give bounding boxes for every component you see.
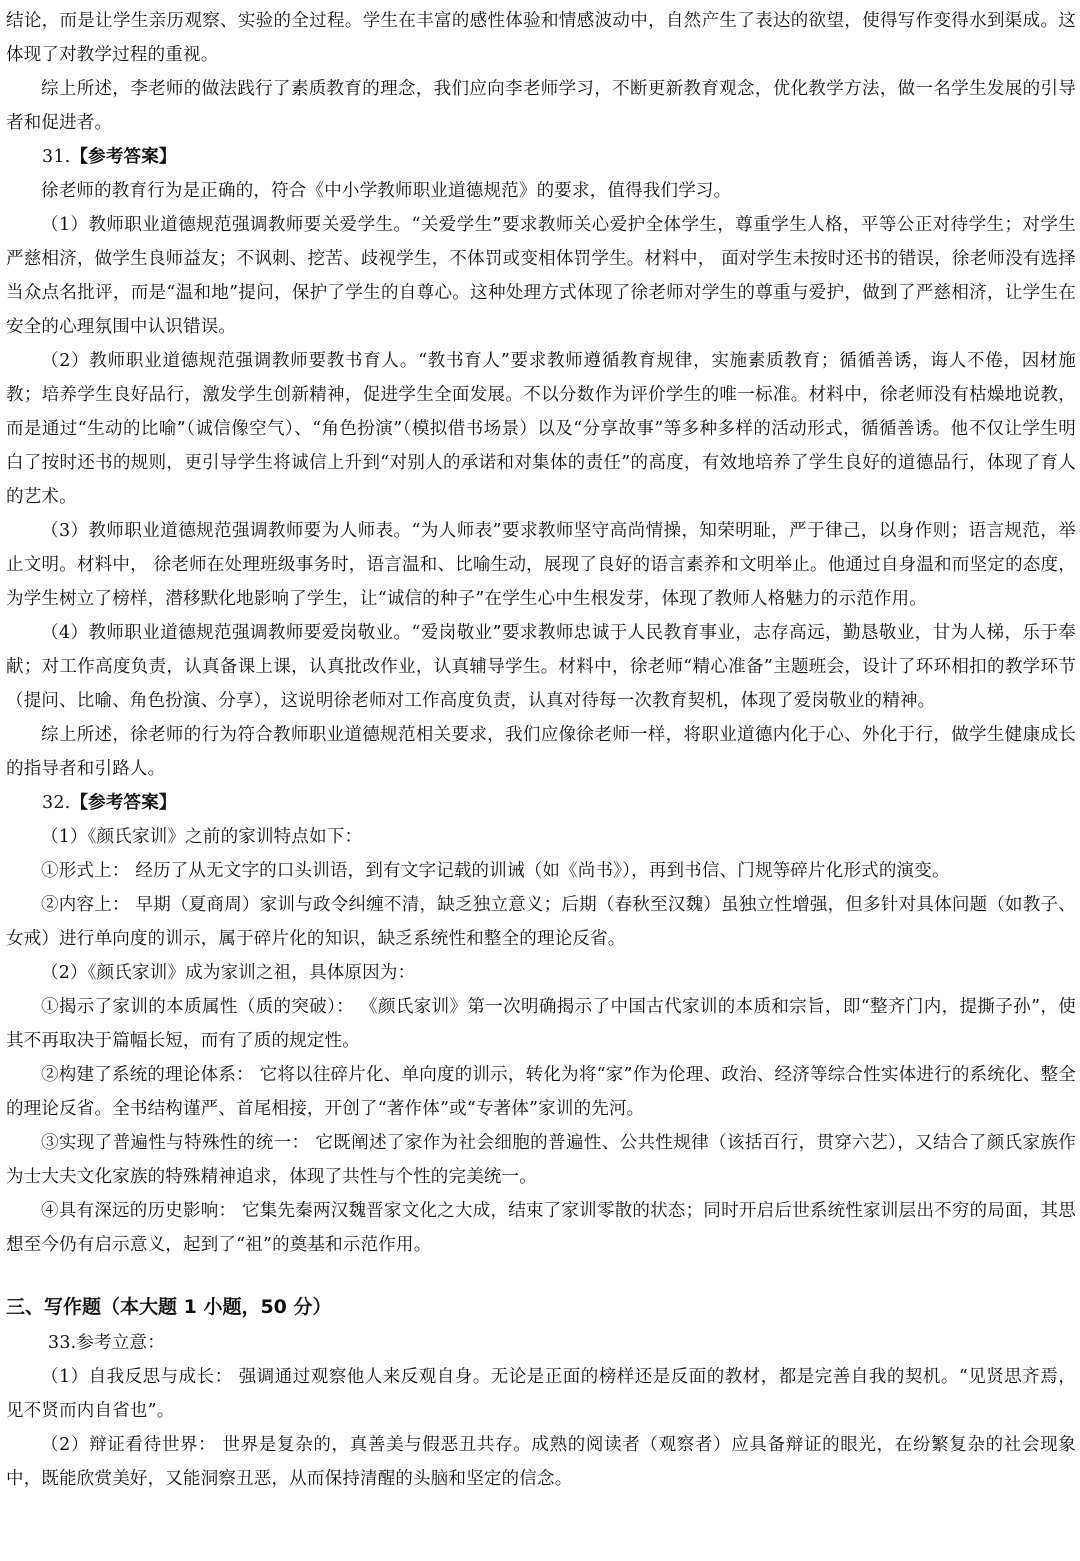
- section-heading-writing: 三、写作题（本大题 1 小题，50 分）: [6, 1296, 332, 1318]
- q31-paragraph-2: （2）教师职业道德规范强调教师要教书育人。“教书育人”要求教师遵循教育规律，实施素质教育；循循善诱，诲人不倦，因材施教；培养学生良好品行，激发学生创新精神，促进学生全面发展。不以分数作为评价学生的唯一标准。材料中，徐老师没有枯燥地说教，而是通过“生动的比喻”（诚信像空气）、“角色扮演”（模拟借书场景）以及“分享故事”等多种多样的活动形式，循循善诱。他不仅让学生明白了按时还书的规则，更引导学生将诚信上升到“对别人的承诺和对集体的责任”的高度，有效地培养了学生良好的道德品行，体现了育人的艺术。: [6, 351, 1076, 507]
- document-page: [6, 4, 1076, 1496]
- q31-paragraph-4: （4）教师职业道德规范强调教师要爱岗敬业。“爱岗敬业”要求教师忠诚于人民教育事业，志存高远，勤恳敬业，甘为人梯，乐于奉献；对工作高度负责，认真备课上课，认真批改作业，认真辅导学生。材料中，徐老师“精心准备”主题班会，设计了环环相扣的教学环节（提问、比喻、角色扮演、分享），这说明徐老师对工作高度负责，认真对待每一次教育契机，体现了爱岗敬业的精神。: [6, 623, 1076, 711]
- q32-paragraph-2: （2）《颜氏家训》成为家训之祖，具体原因为：: [41, 963, 416, 983]
- q32-reason-1: ①揭示了家训的本质属性（质的突破）： 《颜氏家训》第一次明确揭示了中国古代家训的本质和宗旨，即“整齐门内，提撕子孙”，使其不再取决于篇幅长短，而有了质的规定性。: [6, 997, 1076, 1051]
- q32-paragraph-form: ①形式上： 经历了从无文字的口头训语，到有文字记载的训诫（如《尚书》），再到书信、门规等碎片化形式的演变。: [41, 861, 950, 881]
- q32-reason-2: ②构建了系统的理论体系： 它将以往碎片化、单向度的训示，转化为将“家”作为伦理、政治、经济等综合性实体进行的系统化、整全的理论反省。全书结构谨严、首尾相接，开创了“著作体”或“专著体”家训的先河。: [6, 1065, 1076, 1119]
- q33-point-1: （1）自我反思与成长： 强调通过观察他人来反观自身。无论是正面的榜样还是反面的教材，都是完善自我的契机。“见贤思齐焉，见不贤而内自省也”。: [6, 1367, 1076, 1421]
- q31-paragraph-1: （1）教师职业道德规范强调教师要关爱学生。“关爱学生”要求教师关心爱护全体学生，尊重学生人格，平等公正对待学生；对学生严慈相济，做学生良师益友；不讽刺、挖苦、歧视学生，不体罚或变相体罚学生。材料中， 面对学生未按时还书的错误，徐老师没有选择当众点名批评，而是“温和地”提问，保护了学生的自尊心。这种处理方式体现了徐老师对学生的尊重与爱护，做到了严慈相济，让学生在安全的心理氛围中认识错误。: [6, 215, 1076, 337]
- q32-reason-3: ③实现了普遍性与特殊性的统一： 它既阐述了家作为社会细胞的普遍性、公共性规律（该括百行，贯穿六艺），又结合了颜氏家族作为士大夫文化家族的特殊精神追求，体现了共性与个性的完美统一。: [6, 1133, 1076, 1187]
- question-number-32: 32.: [42, 793, 71, 813]
- q33-point-2: （2）辩证看待世界： 世界是复杂的，真善美与假恶丑共存。成熟的阅读者（观察者）应具备辩证的眼光，在纷繁复杂的社会现象中，既能欣赏美好，又能洞察丑恶，从而保持清醒的头脑和坚定的信念。: [6, 1435, 1076, 1489]
- question-number-31: 31.: [42, 147, 71, 167]
- answer-heading-31: [6, 140, 1076, 174]
- answer-label-31: 【参考答案】: [70, 147, 177, 167]
- q33-heading: 33.参考立意：: [48, 1333, 165, 1353]
- answer-label-32: 【参考答案】: [70, 793, 177, 813]
- answer-heading-32: [6, 786, 1076, 820]
- q31-paragraph-intro: 徐老师的教育行为是正确的，符合《中小学教师职业道德规范》的要求，值得我们学习。: [41, 181, 732, 201]
- q31-paragraph-summary: 综上所述，徐老师的行为符合教师职业道德规范相关要求，我们应像徐老师一样，将职业道德内化于心、外化于行，做学生健康成长的指导者和引路人。: [6, 725, 1076, 779]
- paragraph-conclusion-continued: 结论，而是让学生亲历观察、实验的全过程。学生在丰富的感性体验和情感波动中，自然产生了表达的欲望，使得写作变得水到渠成。这体现了对教学过程的重视。: [6, 11, 1076, 65]
- q32-reason-4: ④具有深远的历史影响： 它集先秦两汉魏晋家文化之大成，结束了家训零散的状态；同时开启后世系统性家训层出不穷的局面，其思想至今仍有启示意义，起到了“祖”的奠基和示范作用。: [6, 1201, 1076, 1255]
- q32-paragraph-1: （1）《颜氏家训》之前的家训特点如下：: [41, 827, 363, 847]
- q31-paragraph-3: （3）教师职业道德规范强调教师要为人师表。“为人师表”要求教师坚守高尚情操，知荣明耻，严于律己，以身作则；语言规范，举止文明。材料中， 徐老师在处理班级事务时，语言温和、比喻生动，展现了良好的语言素养和文明举止。他通过自身温和而坚定的态度，为学生树立了榜样，潜移默化地影响了学生，让“诚信的种子”在学生心中生根发芽，体现了教师人格魅力的示范作用。: [6, 521, 1076, 609]
- q32-paragraph-content: ②内容上： 早期（夏商周）家训与政令纠缠不清，缺乏独立意义；后期（春秋至汉魏）虽独立性增强，但多针对具体问题（如教子、女戒）进行单向度的训示，属于碎片化的知识，缺乏系统性和整全的理论反省。: [6, 895, 1076, 949]
- paragraph-summary-li: 综上所述，李老师的做法践行了素质教育的理念，我们应向李老师学习，不断更新教育观念，优化教学方法，做一名学生发展的引导者和促进者。: [6, 79, 1076, 133]
